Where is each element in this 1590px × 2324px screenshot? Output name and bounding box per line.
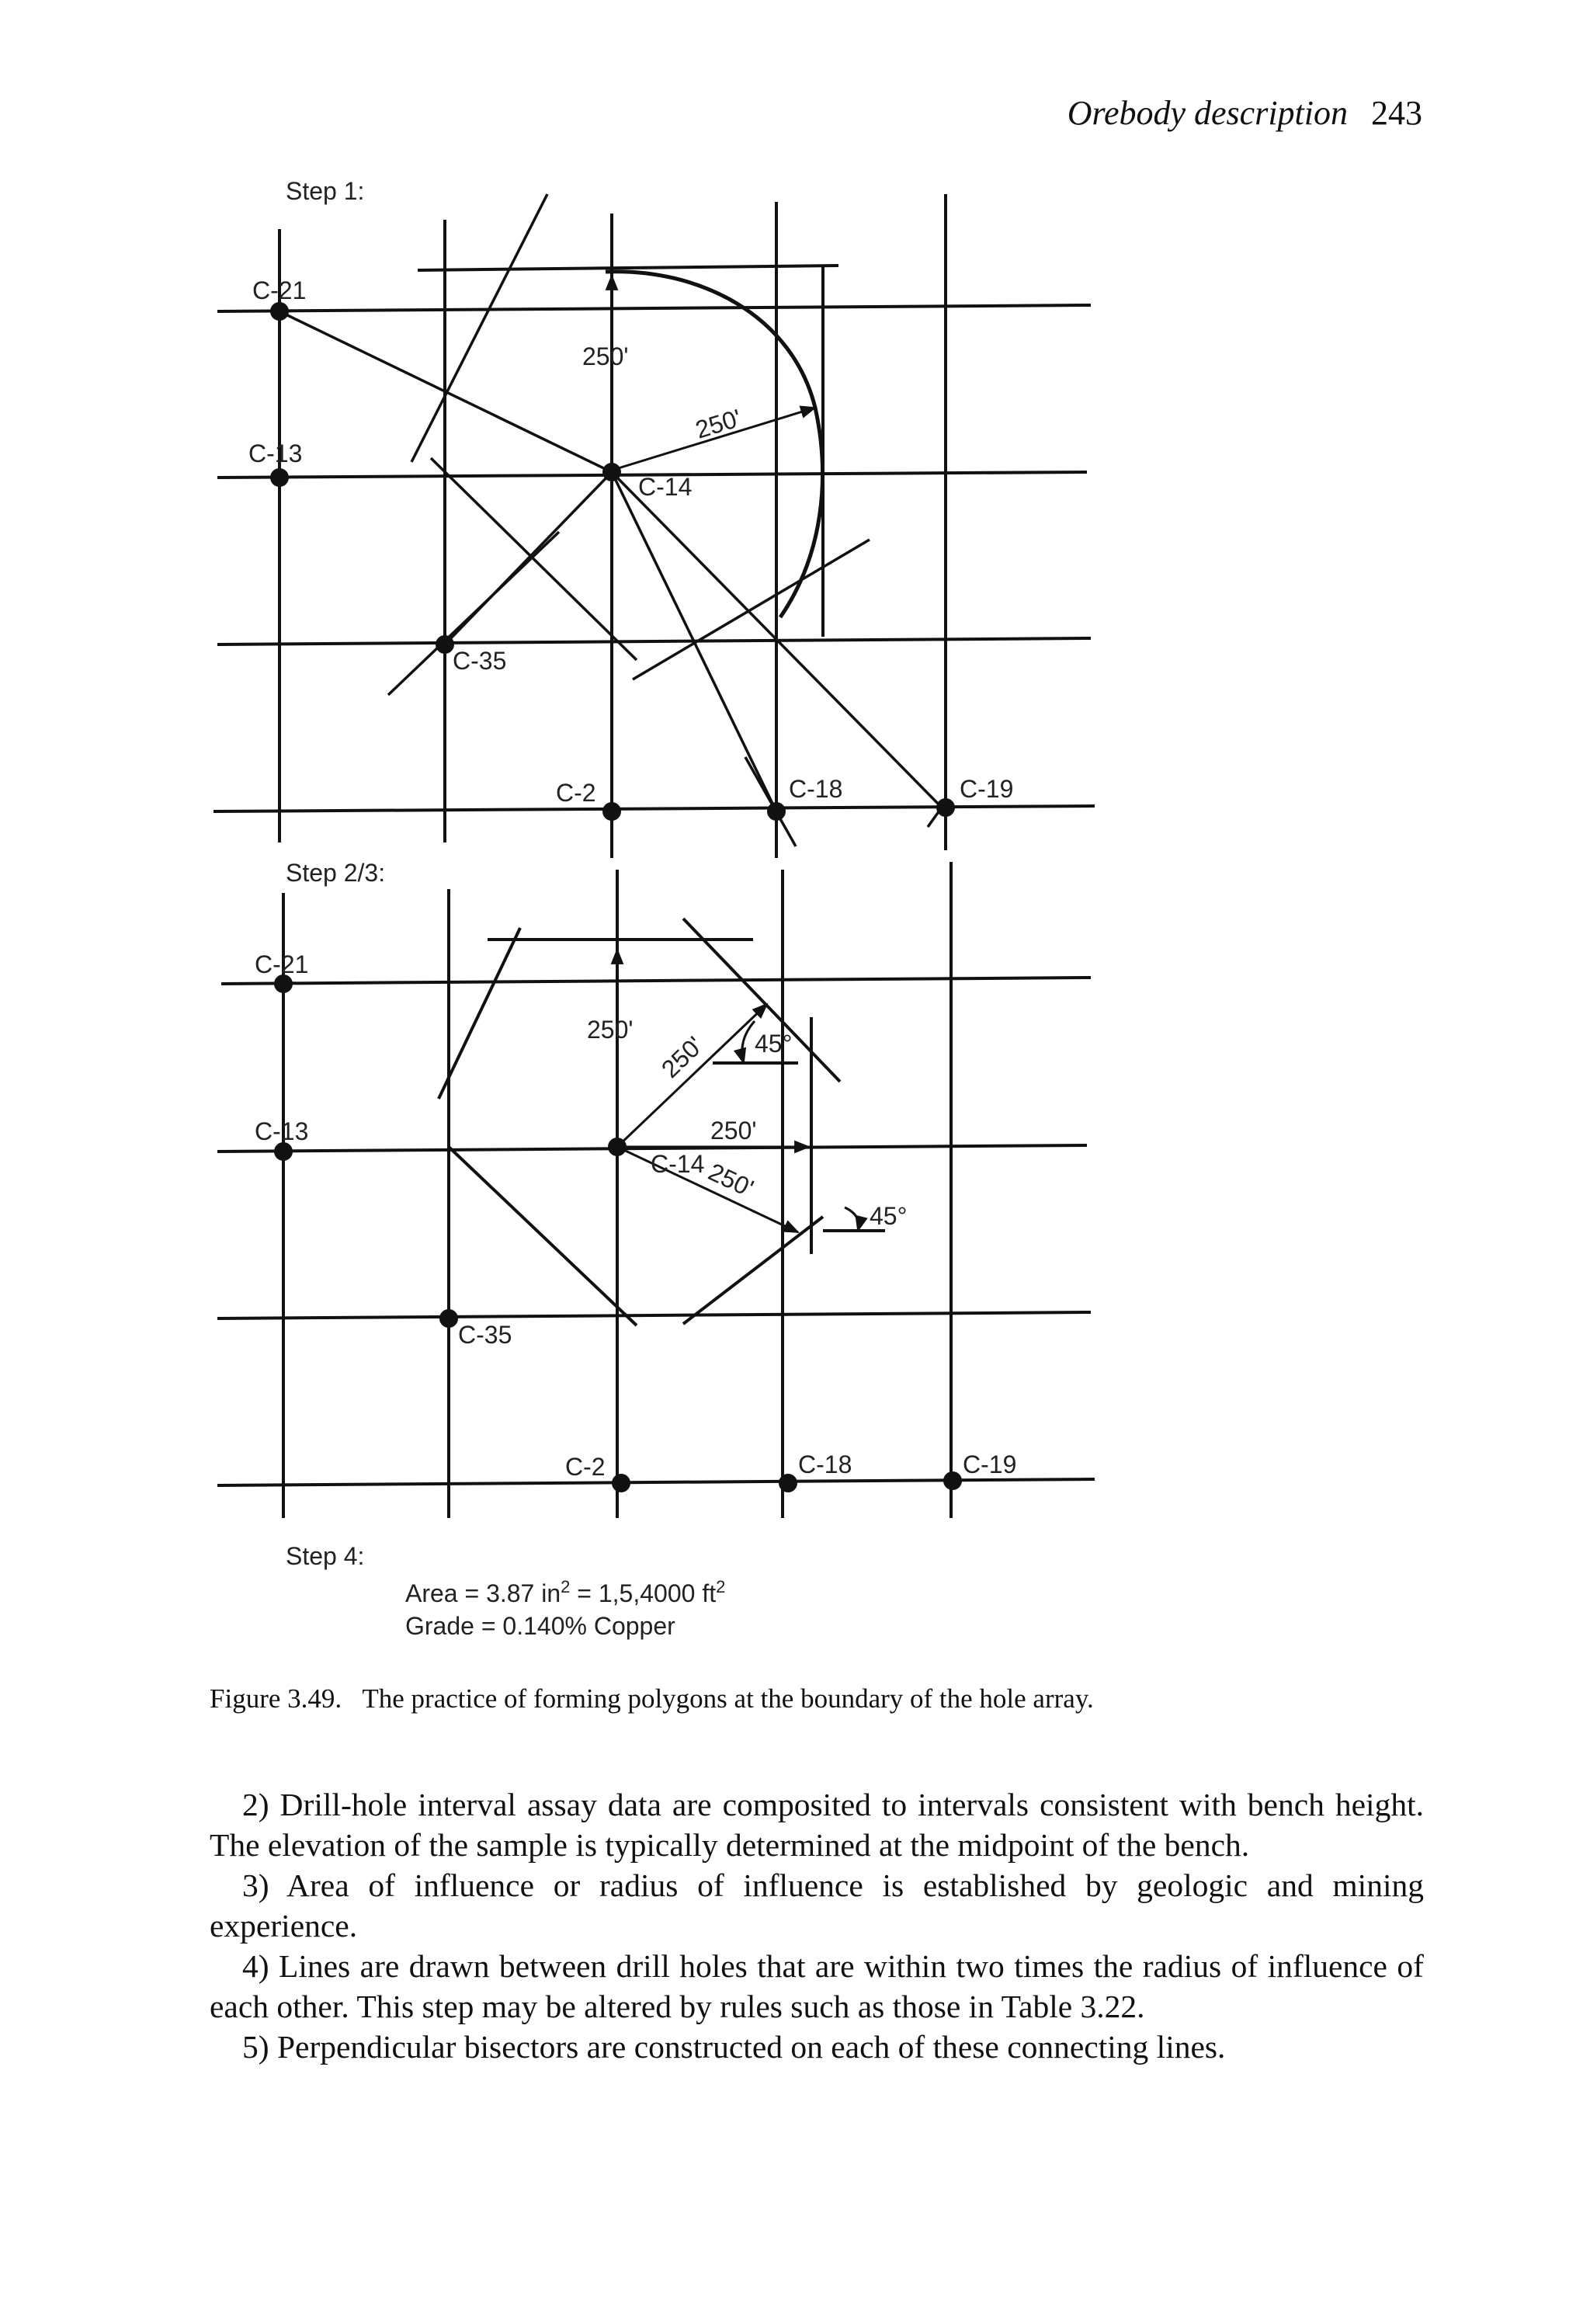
polygon-construction-diagram: [202, 167, 1102, 1646]
drill-hole-c19: [943, 1471, 962, 1490]
drill-hole-c18: [767, 802, 786, 821]
hole-label-c13: C-13: [248, 439, 303, 467]
drill-hole-c13: [270, 468, 289, 487]
area-exp: 2: [561, 1577, 571, 1596]
body-text: [210, 1784, 1424, 2067]
drill-hole-c19: [936, 798, 955, 817]
paragraph-step-3: 3) Area of influence or radius of influence is established by geologic and mining experience.: [210, 1867, 1424, 1944]
hole-label-c13: C-13: [255, 1117, 309, 1145]
step23-angle-right-label: 45°: [870, 1202, 908, 1230]
step23-dim-diag-down-label: 250': [704, 1157, 759, 1203]
step23-dim-horizontal-label: 250': [710, 1117, 757, 1145]
drill-hole-c14: [608, 1138, 627, 1156]
step1-dim-diagonal-label: 250': [692, 403, 745, 444]
paragraph-step-5: 5) Perpendicular bisectors are constructed on each of these connecting lines.: [242, 2029, 1226, 2065]
caption-label: Figure 3.49.: [210, 1683, 342, 1714]
paragraph-step-4: 4) Lines are drawn between drill holes that are within two times the radius of influence of each other. This step may be altered by rules such as those in Table 3.22.: [210, 1948, 1424, 2024]
hole-label-c14: C-14: [651, 1150, 705, 1178]
hole-label-c21: C-21: [255, 950, 309, 978]
hole-label-c35: C-35: [453, 647, 507, 675]
drill-hole-c2: [602, 802, 621, 821]
step23-dim-vertical-label: 250': [587, 1016, 634, 1044]
step1-panel: [214, 177, 1095, 858]
step23-grid: [217, 862, 1095, 1518]
hole-label-c35: C-35: [458, 1321, 512, 1349]
hole-label-c19: C-19: [963, 1450, 1017, 1478]
hole-label-c19: C-19: [960, 775, 1014, 803]
step4-area: [405, 1577, 725, 1607]
area-mid: = 1,5,4000 ft: [570, 1579, 717, 1607]
hole-label-c2: C-2: [556, 779, 596, 807]
step1-bisectors: [388, 194, 947, 846]
area-prefix: Area = 3.87 in: [405, 1579, 561, 1607]
drill-hole-c14: [602, 463, 621, 481]
hole-label-c14: C-14: [638, 473, 693, 501]
drill-hole-c2: [612, 1474, 630, 1492]
step4-panel: [286, 1542, 725, 1640]
step23-label: Step 2/3:: [286, 859, 386, 887]
running-title: Orebody description: [1067, 94, 1348, 132]
hole-label-c18: C-18: [798, 1450, 852, 1478]
hole-label-c18: C-18: [789, 775, 843, 803]
drill-hole-c21: [270, 302, 289, 321]
hole-label-c21: C-21: [252, 276, 307, 304]
drill-hole-c18: [779, 1474, 797, 1492]
drill-hole-c35: [439, 1309, 458, 1328]
area-unit-exp: 2: [716, 1577, 726, 1596]
hole-label-c2: C-2: [565, 1453, 606, 1481]
step4-label: Step 4:: [286, 1542, 365, 1570]
step1-grid: [214, 194, 1095, 858]
caption-text: The practice of forming polygons at the boundary of the hole array.: [362, 1683, 1094, 1714]
step23-panel: [217, 859, 1095, 1518]
paragraph-step-2: 2) Drill-hole interval assay data are composited to intervals consistent with bench height. The elevation of the sample is typically determined at the midpoint of the bench.: [210, 1787, 1424, 1863]
step23-angle-top-label: 45°: [755, 1030, 793, 1058]
step23-dim-diag-up-label: 250': [655, 1030, 709, 1084]
figure-caption: [210, 1683, 1421, 1714]
step1-dim-vertical-label: 250': [582, 342, 629, 370]
running-head: [1068, 93, 1422, 133]
step1-radius-arc: [606, 272, 823, 617]
drill-hole-c35: [436, 635, 454, 654]
step4-grade: Grade = 0.140% Copper: [405, 1612, 675, 1640]
page-number: 243: [1371, 94, 1422, 132]
figure-3-49: [202, 167, 1102, 1646]
step1-label: Step 1:: [286, 177, 365, 205]
